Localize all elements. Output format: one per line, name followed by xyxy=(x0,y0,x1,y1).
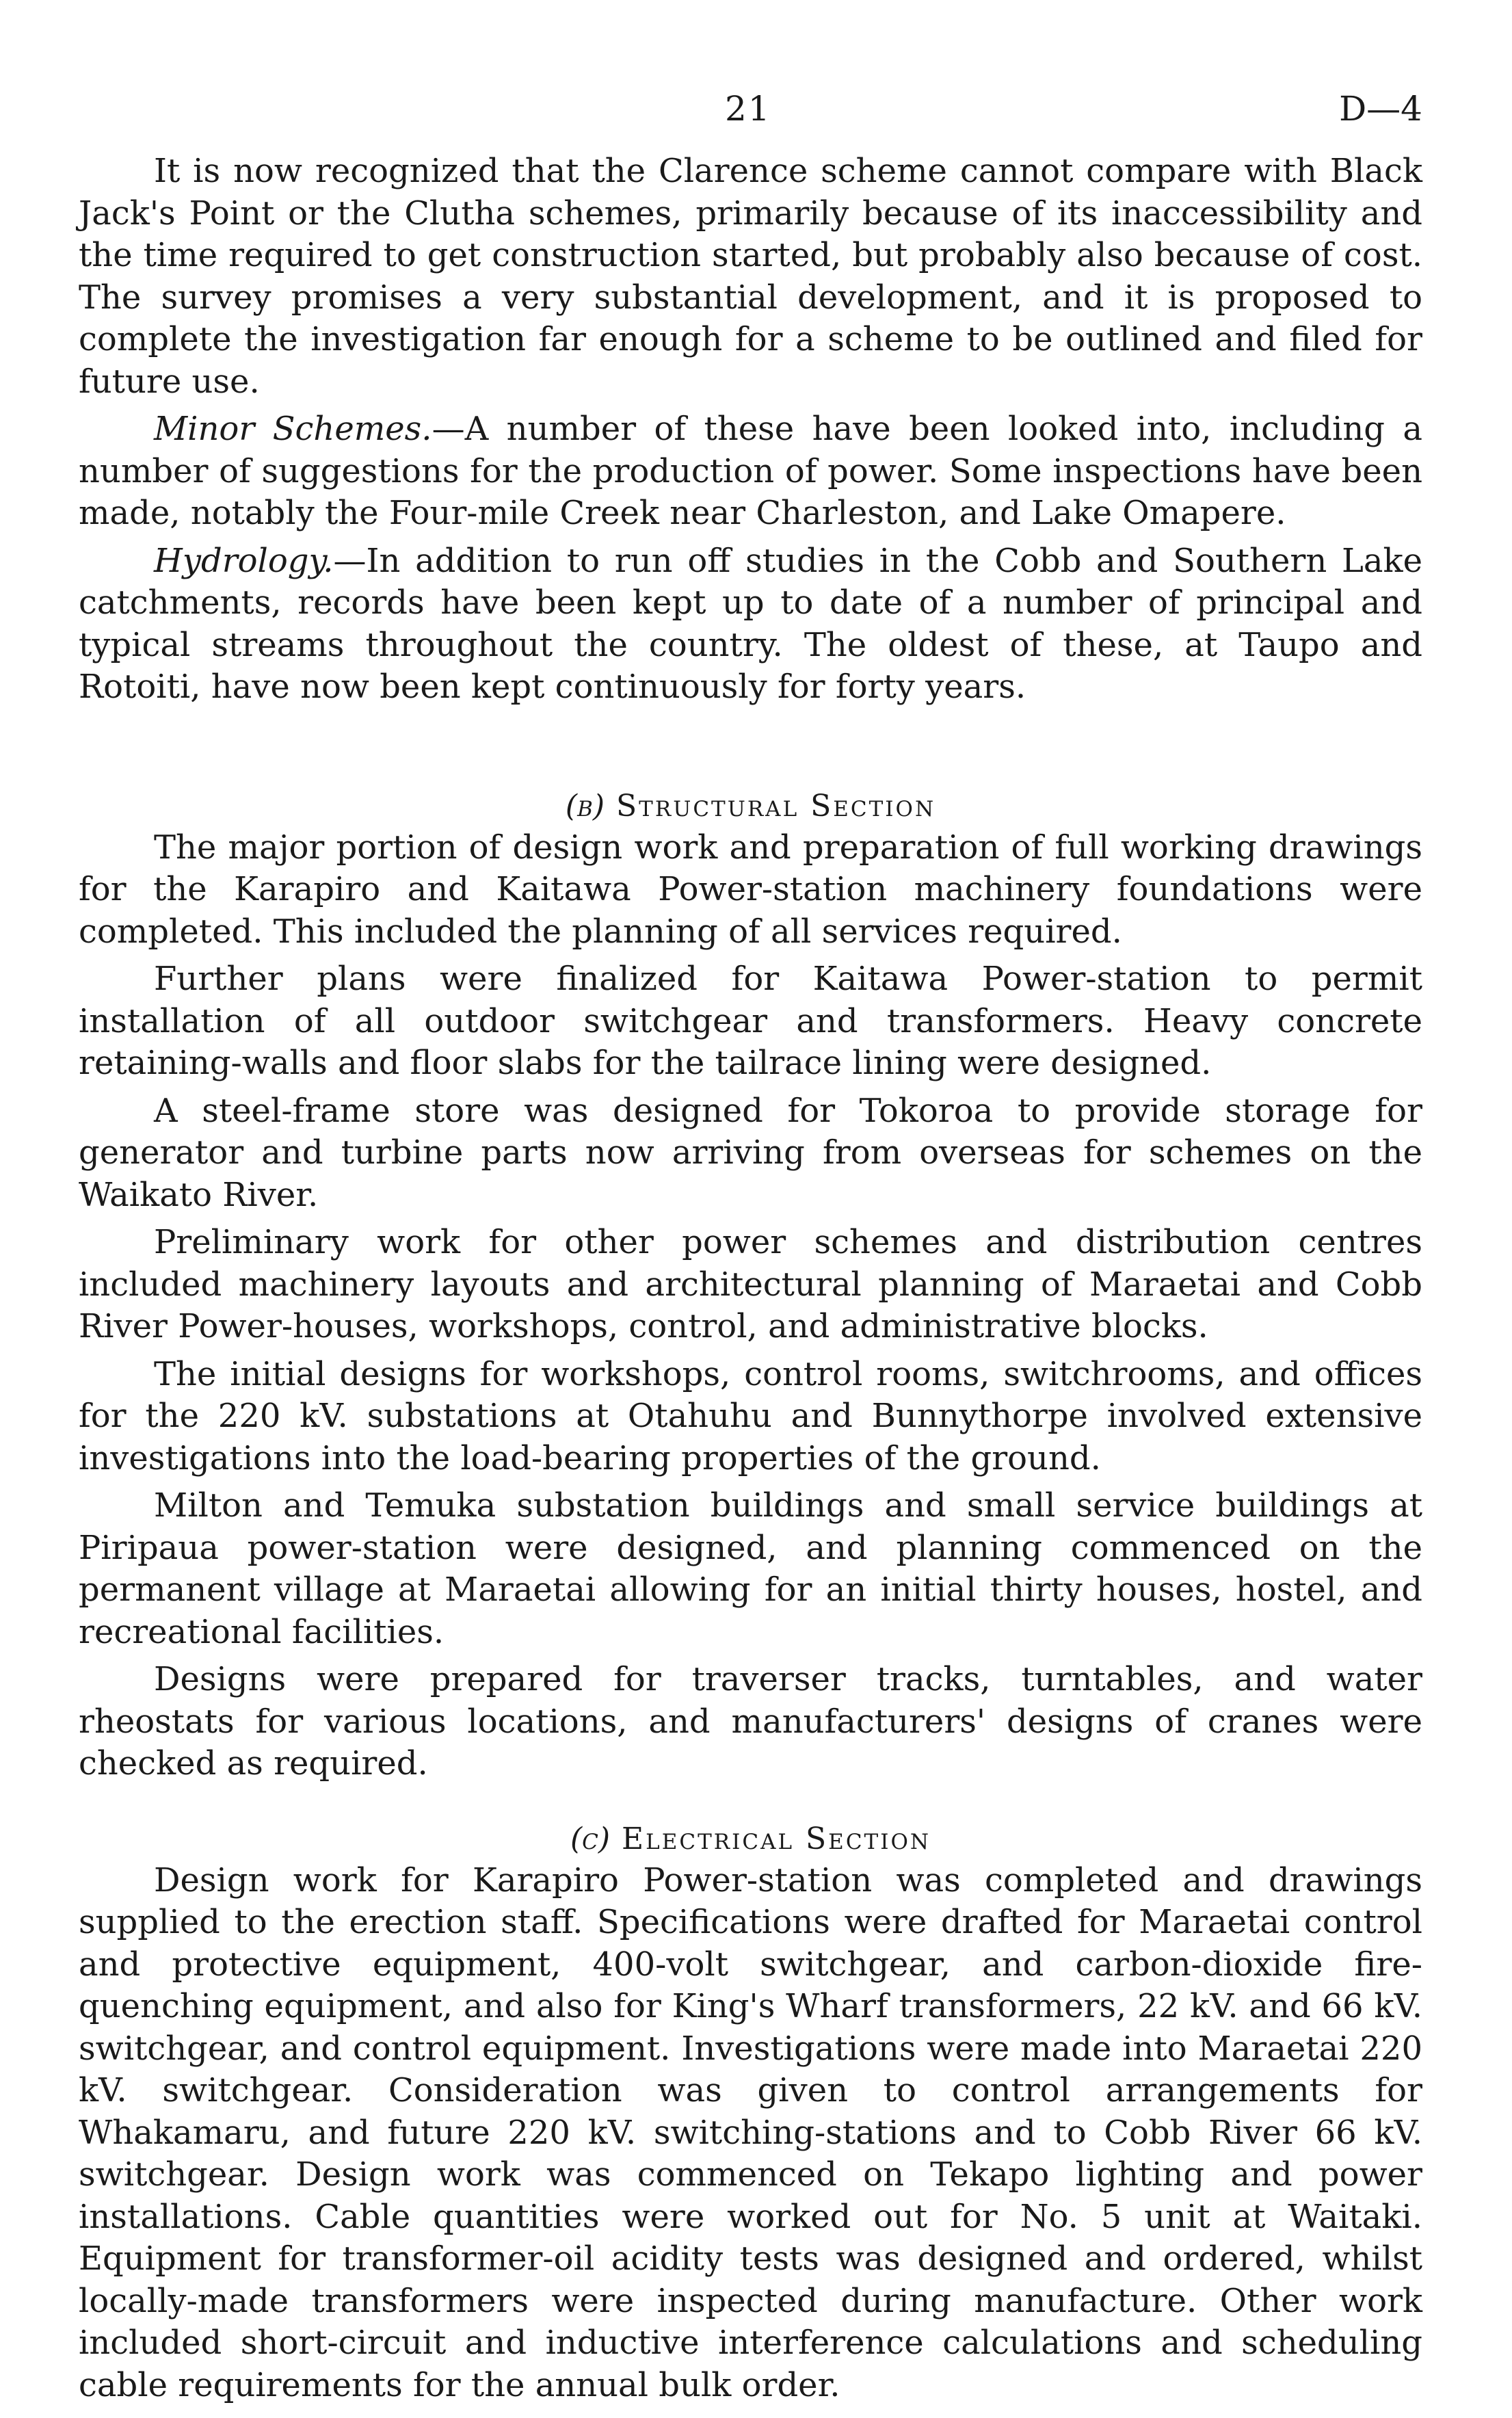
structural-paragraph: The major portion of design work and preparation of full working drawings for the Karapiro and Kaitawa Power-station machinery foundations were completed. This included the planning of all services required. xyxy=(79,828,1422,951)
electrical-section-label: (c) xyxy=(570,1821,611,1856)
hydrology-text: —In addition to run off studies in the Cobb and Southern Lake catchments, records have been kept up to date of a number of principal and typical streams throughout the country. The oldest of these, at Taupo and Rotoiti, have now been kept continuously for forty years. xyxy=(79,541,1422,706)
hydrology-title: Hydrology. xyxy=(154,541,334,580)
electrical-section-title: Electrical Section xyxy=(622,1821,931,1856)
structural-paragraph: The initial designs for workshops, control rooms, switchrooms, and offices for the 220 kV. substations at Otahuhu and Bunnythorpe involved extensive investigations into the load-bearing properties of the ground. xyxy=(79,1354,1422,1477)
minor-schemes-paragraph xyxy=(79,408,1422,535)
electrical-section-heading xyxy=(79,1818,1422,1860)
structural-paragraph: Designs were prepared for traverser tracks, turntables, and water rheostats for various locations, and manufacturers' designs of cranes were checked as required. xyxy=(79,1660,1422,1783)
document-page xyxy=(79,89,1422,2406)
document-reference: D—4 xyxy=(1339,89,1422,129)
structural-paragraph: Further plans were finalized for Kaitawa Power-station to permit installation of all outdoor switchgear and transformers. Heavy concrete retaining-walls and floor slabs for the tailrace lining were designed. xyxy=(79,960,1422,1082)
structural-section-title: Structural Section xyxy=(616,788,936,824)
minor-schemes-text: —A number of these have been looked into, including a number of suggestions for the production of power. Some inspections have been made, notably the Four-mile Creek near Charleston, and Lake Omapere. xyxy=(79,410,1422,532)
page-header xyxy=(79,89,1422,150)
page-number: 21 xyxy=(725,89,771,129)
clarence-paragraph: It is now recognized that the Clarence scheme cannot compare with Black Jack's Point or the Clutha schemes, primarily because of its inaccessibility and the time required to get construction started, but probably also because of cost. The survey promises a very substantial development, and it is proposed to complete the investigation far enough for a scheme to be outlined and filed for future use. xyxy=(79,152,1422,401)
structural-section-label: (b) xyxy=(565,788,605,824)
hydrology-paragraph xyxy=(79,540,1422,709)
electrical-paragraph: Design work for Karapiro Power-station was completed and drawings supplied to the erection staff. Specifications were drafted for Maraetai control and protective equipment, 400-volt switchgear, and carbon-dioxide fire-quenching equipment, and also for King's Wharf transformers, 22 kV. and 66 kV. switchgear, and control equipment. Investigations were made into Maraetai 220 kV. switchgear. Consideration was given to control arrangements for Whakamaru, and future 220 kV. switching-stations and to Cobb River 66 kV. switchgear. Design work was commenced on Tekapo lighting and power installations. Cable quantities were worked out for No. 5 unit at Waitaki. Equipment for transformer-oil acidity tests was designed and ordered, whilst locally-made transformers were inspected during manufacture. Other work included short-circuit and inductive interference calculations and scheduling cable requirements for the annual bulk order. xyxy=(79,1861,1422,2404)
structural-paragraph: Milton and Temuka substation buildings and small service buildings at Piripaua power-station were designed, and planning commenced on the permanent village at Maraetai allowing for an initial thirty houses, hostel, and recreational facilities. xyxy=(79,1486,1422,1651)
structural-section-heading xyxy=(79,785,1422,827)
structural-paragraph: Preliminary work for other power schemes and distribution centres included machinery layouts and architectural planning of Maraetai and Cobb River Power-houses, workshops, control, and administrative blocks. xyxy=(79,1223,1422,1345)
structural-paragraph: A steel-frame store was designed for Tokoroa to provide storage for generator and turbine parts now arriving from overseas for schemes on the Waikato River. xyxy=(79,1091,1422,1214)
minor-schemes-title: Minor Schemes. xyxy=(154,410,432,448)
